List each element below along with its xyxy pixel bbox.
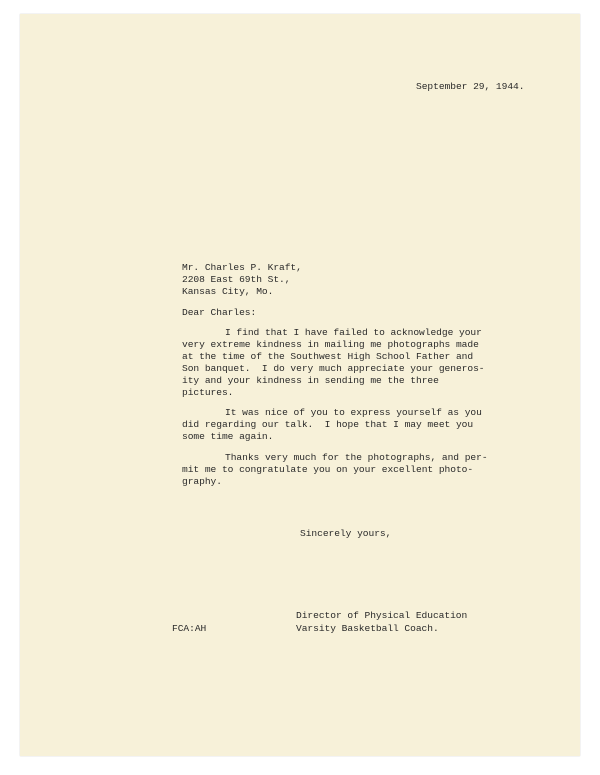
paragraph-3-line-1: Thanks very much for the photographs, and per- — [225, 452, 488, 463]
complimentary-closing: Sincerely yours, — [300, 528, 392, 539]
paragraph-1-line-3: at the time of the Southwest High School Father and — [182, 351, 474, 362]
signature-title-line-1: Director of Physical Education — [296, 610, 468, 621]
paragraph-1-line-5: ity and your kindness in sending me the three — [182, 375, 439, 386]
paragraph-1-line-4: Son banquet. I do very much appreciate your generos- — [182, 363, 485, 374]
paragraph-3-line-3: graphy. — [182, 476, 222, 487]
reference-initials: FCA:AH — [172, 623, 207, 634]
paragraph-1-line-2: very extreme kindness in mailing me photographs made — [182, 339, 479, 350]
signature-title-line-2: Varsity Basketball Coach. — [296, 623, 439, 634]
paragraph-2-line-3: some time again. — [182, 431, 274, 442]
letter-page — [20, 14, 580, 756]
paragraph-1-line-1: I find that I have failed to acknowledge your — [225, 327, 482, 338]
paragraph-1-line-6: pictures. — [182, 387, 234, 398]
paragraph-2-line-2: did regarding our talk. I hope that I may meet you — [182, 419, 474, 430]
letter-date: September 29, 1944. — [416, 81, 525, 92]
paragraph-2-line-1: It was nice of you to express yourself as you — [225, 407, 482, 418]
inside-address-line-1: Mr. Charles P. Kraft, — [182, 262, 302, 273]
inside-address-line-3: Kansas City, Mo. — [182, 286, 274, 297]
salutation: Dear Charles: — [182, 307, 257, 318]
inside-address-line-2: 2208 East 69th St., — [182, 274, 291, 285]
paragraph-3-line-2: mit me to congratulate you on your excellent photo- — [182, 464, 474, 475]
